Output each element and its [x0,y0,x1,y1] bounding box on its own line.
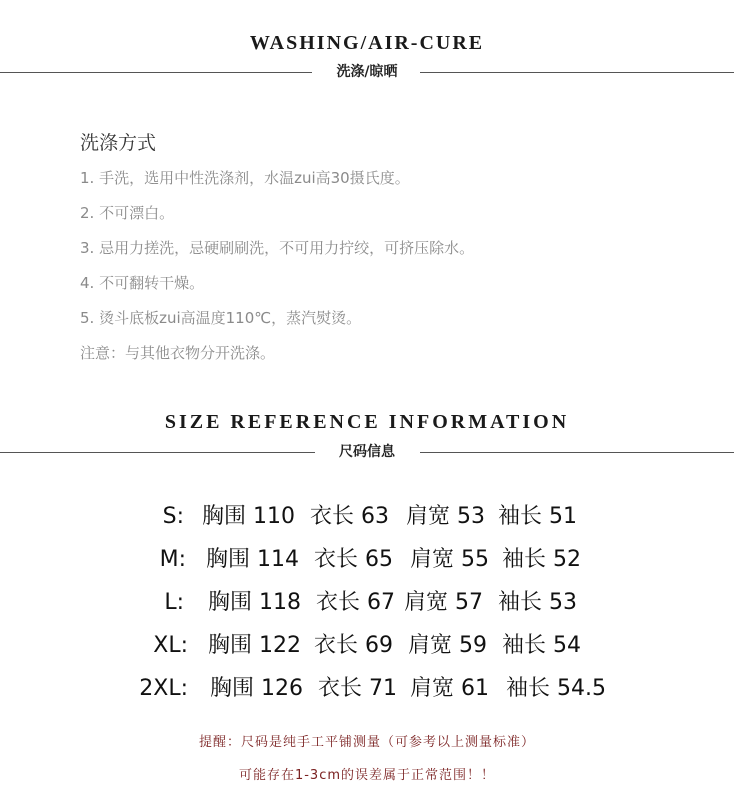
wash-method-heading: 洗涤方式 [80,132,157,154]
washing-title-cn: 洗涤/晾晒 [336,64,398,80]
sleeve-value: 袖长 53 [498,590,577,615]
bust-value: 胸围 126 [210,676,303,701]
size-divider [0,442,734,462]
length-value: 衣长 71 [318,676,397,701]
divider-line-right [420,452,734,453]
size-label: XL: [153,633,188,658]
error-range-note: 可能存在1-3cm的误差属于正常范围！！ [238,768,496,783]
bust-value: 胸围 110 [202,504,295,529]
washing-title-en: WASHING/AIR-CURE [249,32,485,54]
length-value: 衣长 69 [314,633,393,658]
shoulder-value: 肩宽 59 [408,633,487,658]
size-label: 2XL: [139,676,188,701]
size-row [0,624,734,667]
divider-line-right [420,72,734,73]
size-table [0,495,734,710]
sleeve-value: 袖长 51 [498,504,577,529]
wash-instructions-list [80,166,474,376]
wash-instruction-item: 2. 不可漂白。 [80,204,175,222]
sleeve-value: 袖长 52 [502,547,581,572]
wash-instruction-item: 5. 烫斗底板zui高温度110℃，蒸汽熨烫。 [80,309,362,327]
bust-value: 胸围 114 [206,547,299,572]
sleeve-value: 袖长 54 [502,633,581,658]
washing-divider [0,62,734,82]
measurement-reminder: 提醒：尺码是纯手工平铺测量（可参考以上测量标准） [198,735,535,750]
size-label: M: [159,547,186,572]
wash-instruction-item: 1. 手洗，选用中性洗涤剂，水温zui高30摄氏度。 [80,169,410,187]
shoulder-value: 肩宽 61 [410,676,489,701]
sleeve-value: 袖长 54.5 [506,676,606,701]
size-row [0,538,734,581]
size-label: S: [162,504,184,529]
size-row [0,495,734,538]
size-label: L: [164,590,184,615]
size-title-en: SIZE REFERENCE INFORMATION [164,411,570,433]
shoulder-value: 肩宽 53 [406,504,485,529]
bust-value: 胸围 122 [208,633,301,658]
size-row [0,667,734,710]
length-value: 衣长 65 [314,547,393,572]
wash-instruction-item: 3. 忌用力搓洗，忌硬刷刷洗，不可用力拧绞，可挤压除水。 [80,239,475,257]
length-value: 衣长 63 [310,504,389,529]
bust-value: 胸围 118 [208,590,301,615]
shoulder-value: 肩宽 55 [410,547,489,572]
shoulder-value: 肩宽 57 [404,590,483,615]
wash-note: 注意：与其他衣物分开洗涤。 [80,344,276,362]
size-title-cn: 尺码信息 [339,444,395,460]
length-value: 衣长 67 [316,590,395,615]
wash-instruction-item: 4. 不可翻转干燥。 [80,274,205,292]
size-row [0,581,734,624]
